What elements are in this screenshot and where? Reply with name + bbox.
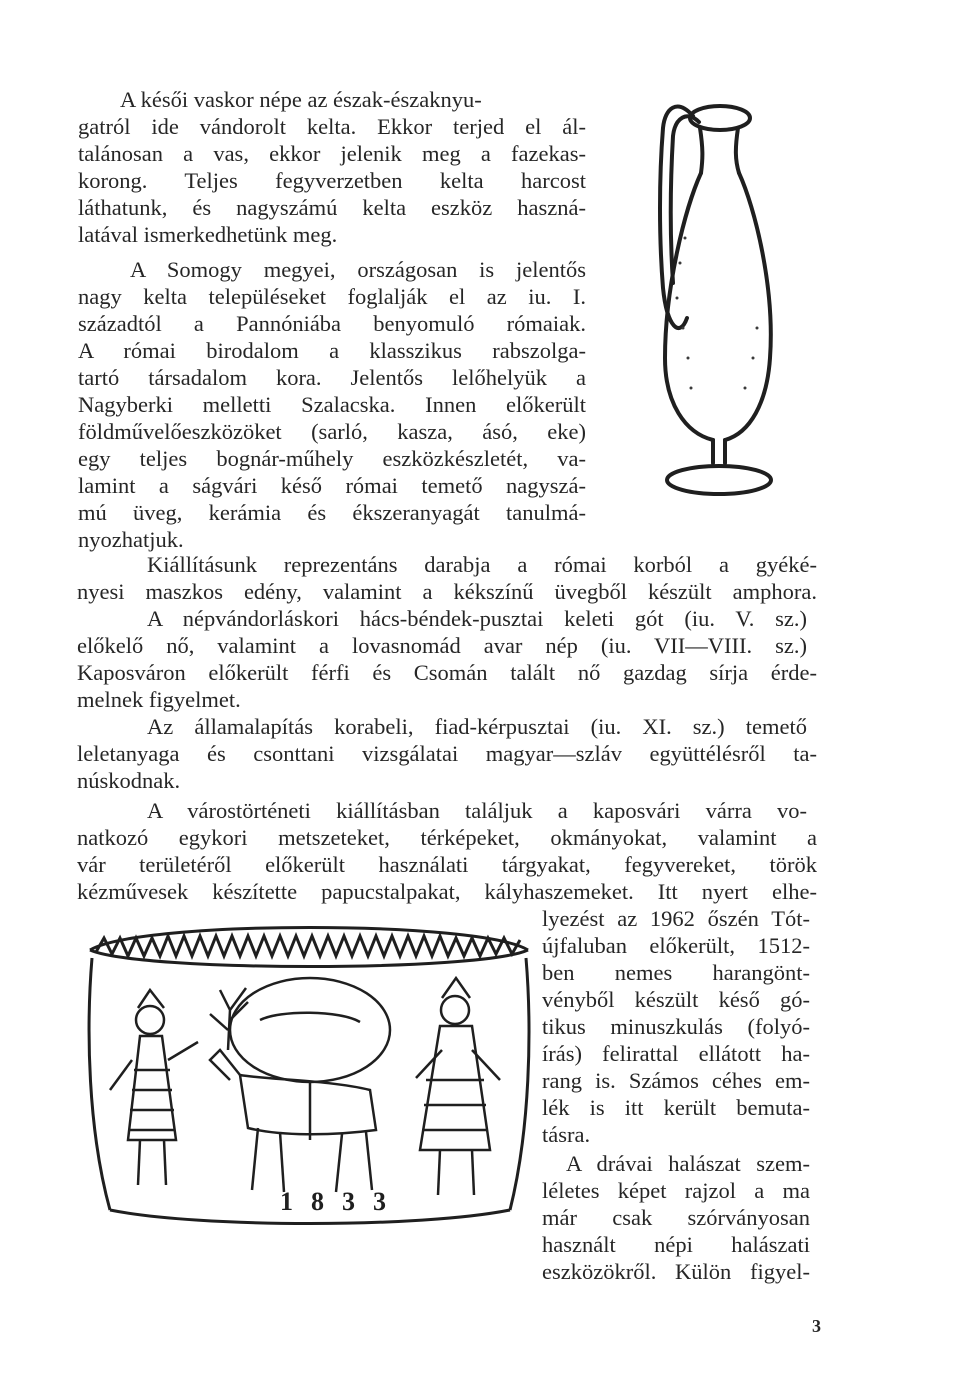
painted-vessel-illustration [80,910,535,1230]
text-line: léletes képet rajzol a ma [542,1178,810,1203]
text-line: lyezést az 1962 őszén Tót- [542,906,810,931]
text-line: korong. Teljes fegyverzetben kelta harcost [78,168,586,193]
text-line: már csak szórványosan [542,1205,810,1230]
glass-amphora-illustration [625,88,775,513]
text-line: írás) felirattal ellátott ha- [542,1041,810,1066]
text-line: használt népi halászati [542,1232,810,1257]
text-line: századtól a Pannóniába benyomuló rómaiak. [78,311,586,336]
text-line: kézművesek készítette papucstalpakat, kályhaszemeket. Itt nyert elhe- [77,879,817,904]
text-line: latával ismerkedhetünk meg. [78,222,338,247]
text-line: melnek figyelmet. [77,687,241,712]
text-line: natkozó egykori metszeteket, térképeket, okmányokat, valamint a [77,825,817,850]
text-line: vár területéről előkerült használati tárgyakat, fegyvereket, török [77,852,817,877]
text-line: nyozhatjuk. [78,527,184,552]
text-line: tikus minuszkulás (folyó- [542,1014,810,1039]
text-line: lamint a ságvári késő római temető nagyszá- [78,473,586,498]
text-line: gatról ide vándorolt kelta. Ekkor terjed el ál- [78,114,586,139]
text-line: tartó társadalom kora. Jelentős lelőhelyük a [78,365,586,390]
text-line: núskodnak. [77,768,181,793]
text-line: A Somogy megyei, országosan is jelentős [130,257,586,282]
text-line: nagy kelta településeket foglalják el az iu. I. [78,284,586,309]
text-line: vényből készült késő gó- [542,987,810,1012]
text-line: mú üveg, kerámia és ékszeranyagát tanulmá- [78,500,586,525]
text-line: eszközökről. Külön figyel- [542,1259,810,1284]
text-line: láthatunk, és nagyszámú kelta eszköz haszná- [78,195,586,220]
text-line: Nagyberki melletti Szalacska. Innen előkerült [78,392,586,417]
text-line: rang is. Számos céhes em- [542,1068,810,1093]
text-line: Kiállításunk reprezentáns darabja a római korból a gyéké- [147,552,817,577]
text-line: földművelőeszközöket (sarló, kasza, ásó, eke) [78,419,586,444]
page-number: 3 [812,1316,821,1336]
text-line: leletanyaga és csonttani vizsgálatai magyar—szláv együttélésről ta- [77,741,817,766]
text-line: A várostörténeti kiállításban találjuk a kaposvári várra vo- [147,798,807,823]
text-line: tásra. [542,1122,591,1147]
text-line: A római birodalom a klasszikus rabszolga- [78,338,586,363]
text-line: Kaposváron előkerült férfi és Csomán talált nő gazdag sírja érde- [77,660,817,685]
text-line: lék is itt került bemuta- [542,1095,810,1120]
text-line: ben nemes harangönt- [542,960,810,985]
text-line: előkelő nő, valamint a lovasnomád avar nép (iu. VII—VIII. sz.) [77,633,807,658]
text-line: nyesi maszkos edény, valamint a kékszínű üvegből készült amphora. [77,579,817,604]
text-line: Az államalapítás korabeli, fiad-kérpusztai (iu. XI. sz.) temető [147,714,807,739]
text-line: A drávai halászat szem- [566,1151,810,1176]
text-line: újfaluban előkerült, 1512- [542,933,810,958]
text-line: A népvándorláskori hács-béndek-pusztai keleti gót (iu. V. sz.) [147,606,807,631]
text-line: A késői vaskor népe az észak-északnyu- [120,87,482,112]
vessel-year-label: 1833 [280,1187,404,1216]
text-line: talánosan a vas, ekkor jelenik meg a fazekas- [78,141,586,166]
text-line: egy teljes bognár-műhely eszközkészletét, va- [78,446,586,471]
